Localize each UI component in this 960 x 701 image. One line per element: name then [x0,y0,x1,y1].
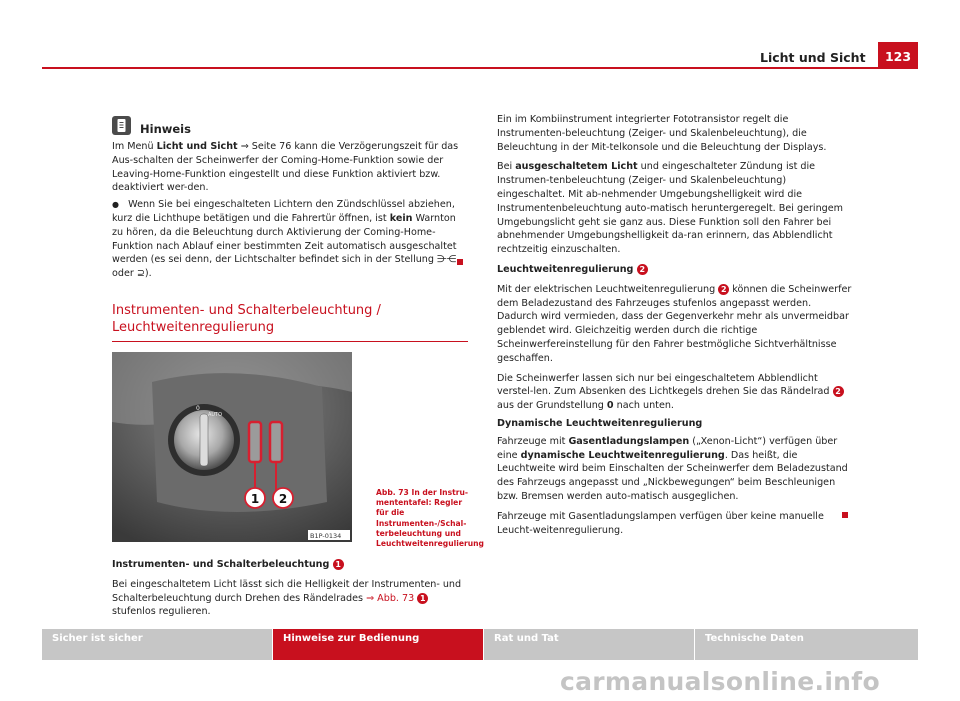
note-icon [112,116,131,135]
left-subsection [112,558,470,619]
chapter-title: Licht und Sicht [760,50,866,65]
figure-link[interactable]: ⇒ Abb. 73 [366,592,415,604]
subsection-text: Bei eingeschaltetem Licht lässt sich die Helligkeit der Instrumenten- und Schalterbeleuchtung durch Drehen des Rändelrades ⇒ Abb. 73 1 stufenlos regulieren. [112,578,462,618]
note-heading: Hinweis [140,122,191,136]
footer-tab-rat[interactable]: Rat und Tat [484,629,694,660]
section-rule [112,341,468,342]
right-paragraph-2: Bei ausgeschaltetem Licht und eingeschalteter Zündung ist die Instrumen-tenbeleuchtung (Zeiger- und Skalenbeleuchtung) eingeschaltet. Mit ab-nehmender Umgebungshelligkeit wird die Instrumentenbeleuchtung auto-matisch heruntergeregelt. Bei geringem Umgebungslicht geht sie ganz aus. Diese Funktion soll den Fahrer bei abnehmender Umgebungshelligkeit da-ran erinnern, das Abblendlicht rechtzeitig einzuschalten. [497,161,844,256]
bullet: ● [112,200,119,210]
footer-tab-technik[interactable]: Technische Daten [695,629,918,660]
figure-caption: Abb. 73 In der Instru-mententafel: Regler für die Instrumenten-/Schal-terbeleuchtung und Leuchtweitenregulierung [376,488,484,549]
note-paragraph-1: Im Menü Licht und Sicht ⇒ Seite 76 kann die Verzögerungszeit für das Aus-schalten der Scheinwerfer der Coming-Home-Funktion sowie der Leaving-Home-Funktion eingestellt und diese Funktion aktiviert bzw. deaktiviert wer-den. [112,141,459,194]
watermark: carmanualsonline.info [560,667,880,696]
note-paragraph-2: ● Wenn Sie bei eingeschalteten Lichtern den Zündschlüssel abziehen, kurz die Lichthupe betätigen und die Fahrertür öffnen, ist kein Warnton zu hören, da die Beleuchtung durch Aktivierung der Coming-Home-Funktion nach Ablauf einer bestimmten Zeit automatisch ausgeschaltet werden (es sei denn, der Lichtschalter befindet sich in der Stellung ⋺⋲ oder ⊇). [112,199,457,280]
end-marker [457,259,463,265]
figure-code: B1P-0134 [310,532,342,540]
right-paragraph-5: Fahrzeuge mit Gasentladungslampen („Xenon-Licht“) verfügen über eine dynamische Leuchtweitenregulierung. Das heißt, die Leuchtweite wird beim Einschalten der Scheinwerfer dem Beladezustand des Fahrzeugs angepasst und „Nickbewegungen“ beim Beschleunigen bzw. Bremsen werden auto-matisch ausgeglichen. [497,435,848,502]
header-rule [42,67,878,69]
right-paragraph-3: Mit der elektrischen Leuchtweitenregulierung 2 können die Scheinwerfer dem Beladezustand des Fahrzeuges stufenlos angepasst werden. Dadurch wird vermieden, dass der Gegenverkehr mehr als unvermeidbar geblendet wird. Gleichzeitig werden durch die richtige Scheinwerfereinstellung für den Fahrer bestmögliche Sichtverhältnisse geschaffen. [497,283,852,364]
callout-2: 2 [637,264,648,275]
footer-tab-sicher[interactable]: Sicher ist sicher [42,629,272,660]
dial-zero-label: 0 [196,405,200,412]
figure-callout-2: 2 [278,492,288,506]
right-paragraph-1: Ein im Kombiinstrument integrierter Fototransistor regelt die Instrumenten-beleuchtung (Zeiger- und Skalenbeleuchtung), die Beleuchtung in der Mit-telkonsole und die Beleuchtung der Displays. [497,114,827,153]
end-marker-right [842,512,848,518]
callout-1: 1 [333,559,344,570]
headlight-symbol: ⊇ [136,268,145,280]
subsection-heading: Instrumenten- und Schalterbeleuchtung 1 [112,558,470,572]
right-paragraph-4: Die Scheinwerfer lassen sich nur bei eingeschaltetem Abblendlicht verstel-len. Zum Absenken des Lichtkegels drehen Sie das Rändelrad 2 aus der Grundstellung 0 nach unten. [497,372,853,413]
note-body [112,140,470,281]
dial-auto-label: AUTO [208,412,223,418]
figure-image [112,352,352,542]
heading-dynamisch: Dynamische Leuchtweitenregulierung [497,417,703,429]
menu-name: Licht und Sicht [156,141,238,152]
page-number: 123 [878,42,918,69]
right-column [497,113,853,537]
heading-leuchtweite: Leuchtweitenregulierung 2 [497,263,853,277]
figure-callout-1: 1 [250,492,260,506]
low-beam-symbol: ⋺⋲ [437,254,457,266]
section-title: Instrumenten- und Schalterbeleuchtung / Leuchtweitenregulierung [112,303,381,335]
footer-tab-bedienung[interactable]: Hinweise zur Bedienung [273,629,483,660]
right-paragraph-6: Fahrzeuge mit Gasentladungslampen verfügen über keine manuelle Leucht-weitenregulierung. [497,510,824,536]
